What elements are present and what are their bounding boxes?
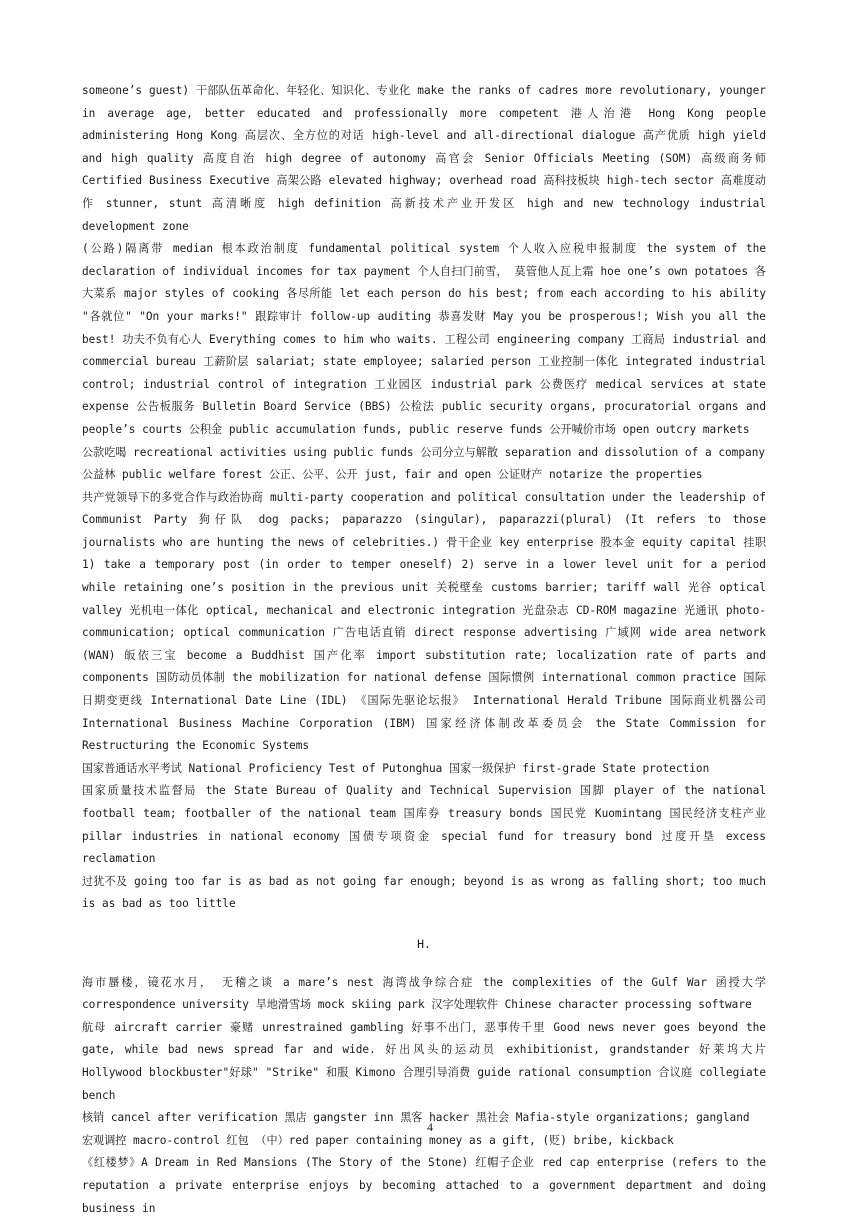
glossary-paragraph: 国家质量技术监督局 the State Bureau of Quality and Technical Supervision 国脚 player of the national football team; footballer of the national team 国库券 treasury bonds 国民党 Kuomintang 国民经济支柱产业 pillar industries in national economy 国债专项资金 special fund for treasury bond 过度开垦 excess reclamation bbox=[82, 784, 766, 866]
glossary-paragraph: someone’s guest) 干部队伍革命化、年轻化、知识化、专业化 make the ranks of cadres more revolutionary, younger in average age, better educated and professionally more competent 港人治港 Hong Kong people administering Hong Kong 高层次、全方位的对话 high-level and all-directional dialogue 高产优质 high yield and high quality 高度自治 high degree of autonomy 高官会 Senior Officials Meeting (SOM) 高级商务师 Certified Business Executive 高架公路 elevated highway; overhead road 高科技板块 high-tech sector 高难度动作 stunner, stunt 高清晰度 high definition 高新技术产业开发区 high and new technology industrial development zone bbox=[82, 84, 766, 233]
glossary-paragraph: 国家普通话水平考试 National Proficiency Test of Putonghua 国家一级保护 first-grade State protection bbox=[82, 761, 710, 775]
glossary-paragraph: 航母 aircraft carrier 豪赌 unrestrained gambling 好事不出门，恶事传千里 Good news never goes beyond the gate, while bad news spread far and wide. 好出风头的运动员 exhibitionist, grandstander 好莱坞大片 Hollywood blockbuster"好球" "Strike" 和服 Kimono 合理引导消费 guide rational consumption 合议庭 collegiate bench bbox=[82, 1020, 766, 1102]
section-heading-h: H. bbox=[417, 936, 431, 951]
page-number: 4 bbox=[427, 1120, 433, 1134]
glossary-paragraph: 核销 cancel after verification 黑店 gangster inn 黑客 hacker 黑社会 Mafia-style organizations; gangland bbox=[82, 1111, 750, 1125]
document-body bbox=[82, 80, 766, 1220]
glossary-paragraph: 《红楼梦》A Dream in Red Mansions (The Story of the Stone) 红帽子企业 red cap enterprise (refers to the reputation a private enterprise enjoys by becoming attached to a government department and doing business in bbox=[82, 1156, 766, 1215]
glossary-paragraph: 共产党领导下的多党合作与政治协商 multi-party cooperation and political consultation under the leadership of Communist Party 狗仔队 dog packs; paparazzo (singular), paparazzi(plural) (It refers to those journalists who are hunting the news of celebrities.) 骨干企业 key enterprise 股本金 equity capital 挂职 1) take a temporary post (in order to temper oneself) 2) serve in a lower level unit for a period while retaining one’s position in the previous unit 关税壁垒 customs barrier; tariff wall 光谷 optical valley 光机电一体化 optical, mechanical and electronic integration 光盘杂志 CD-ROM magazine 光通讯 photo-communication; optical communication 广告电话直销 direct response advertising 广域网 wide area network (WAN) 皈依三宝 become a Buddhist 国产化率 import substitution rate; localization rate of parts and components 国防动员体制 the mobilization for national defense 国际惯例 international common practice 国际日期变更线 International Date Line (IDL) 《国际先驱论坛报》 International Herald Tribune 国际商业机器公司 International Business Machine Corporation (IBM) 国家经济体制改革委员会 the State Commission for Restructuring the Economic Systems bbox=[82, 490, 766, 753]
glossary-paragraph: 公益林 public welfare forest 公正、公平、公开 just, fair and open 公证财产 notarize the properties bbox=[82, 468, 703, 482]
glossary-paragraph: 海市蜃楼，镜花水月， 无稽之谈 a mare’s nest 海湾战争综合症 the complexities of the Gulf War 函授大学 correspondence university 旱地滑雪场 mock skiing park 汉字处理软件 Chinese character processing software bbox=[82, 975, 766, 1012]
glossary-paragraph: 宏观调控 macro-control 红包 （中）red paper containing money as a gift, (贬) bribe, kickback bbox=[82, 1133, 674, 1147]
glossary-paragraph: 过犹不及 going too far is as bad as not going far enough; beyond is as wrong as falling short; too much is as bad as too little bbox=[82, 874, 766, 911]
glossary-paragraph: 公款吃喝 recreational activities using public funds 公司分立与解散 separation and dissolution of a company bbox=[82, 445, 766, 459]
glossary-paragraph: (公路)隔离带 median 根本政治制度 fundamental political system 个人收入应税申报制度 the system of the declaration of individual incomes for tax payment 个人自扫门前雪， 莫管他人瓦上霜 hoe one’s own potatoes 各大菜系 major styles of cooking 各尽所能 let each person do his best; from each according to his ability "各就位" "On your marks!" 跟踪审计 follow-up auditing 恭喜发财 May you be prosperous!; Wish you all the best! 功夫不负有心人 Everything comes to him who waits. 工程公司 engineering company 工商局 industrial and commercial bureau 工薪阶层 salariat; state employee; salaried person 工业控制一体化 integrated industrial control; industrial control of integration 工业园区 industrial park 公费医疗 medical services at state expense 公告板服务 Bulletin Board Service (BBS) 公检法 public security organs, procuratorial organs and people’s courts 公积金 public accumulation funds, public reserve funds 公开喊价市场 open outcry markets bbox=[82, 242, 766, 436]
